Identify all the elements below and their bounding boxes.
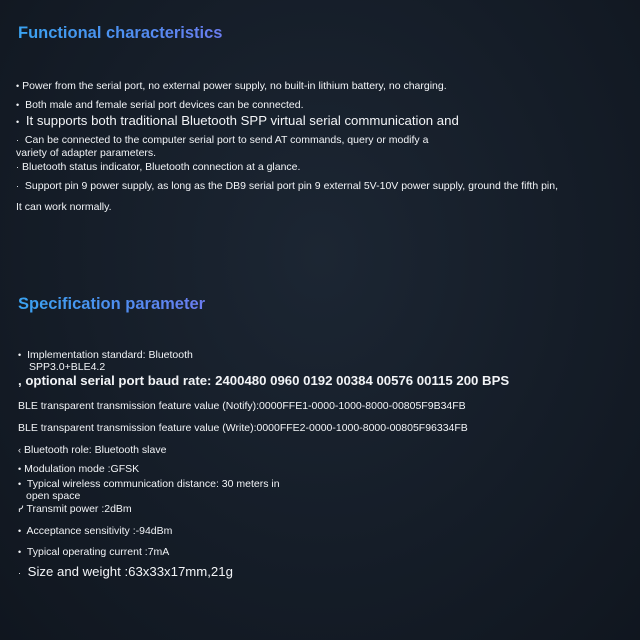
functional-item-1 [16, 80, 447, 92]
bullet-icon: ‹ [18, 445, 21, 455]
spec-item-distance [18, 478, 280, 490]
bullet-icon: • [16, 81, 20, 91]
functional-item-text: Power from the serial port, no external power supply, no built-in lithium battery, no charging. [22, 80, 447, 92]
spec-item-text: Transmit power :2dBm [26, 503, 132, 515]
spec-item-text: Modulation mode :GFSK [24, 463, 140, 475]
spec-item-distance-cont: open space [26, 490, 81, 502]
spec-item-text: Typical wireless communication distance: 30 meters in [26, 478, 280, 490]
functional-item-6 [16, 180, 558, 192]
spec-item-1 [18, 349, 193, 361]
spec-item-text: Bluetooth role: Bluetooth slave [24, 444, 167, 456]
spec-item-write: BLE transparent transmission feature value (Write):0000FFE2-0000-1000-8000-00805F96334FB [18, 422, 468, 434]
functional-item-text: Bluetooth status indicator, Bluetooth connection at a glance. [22, 161, 301, 173]
bullet-icon: • [16, 117, 20, 127]
bullet-icon: · [16, 162, 19, 172]
functional-item-4-cont: variety of adapter parameters. [16, 147, 157, 159]
bullet-icon: • [18, 350, 22, 360]
spec-item-sensitivity [18, 525, 172, 537]
functional-characteristics-heading: Functional characteristics [18, 24, 223, 42]
bullet-icon: • [18, 547, 22, 557]
spec-item-text: Typical operating current :7mA [26, 546, 170, 558]
bullet-icon: · [16, 181, 19, 191]
spec-item-1-cont: SPP3.0+BLE4.2 [29, 361, 106, 373]
spec-item-notify: BLE transparent transmission feature value (Notify):0000FFE1-0000-1000-8000-00805F9B34FB [18, 400, 466, 412]
bullet-icon: · [18, 568, 21, 578]
spec-item-size-weight [18, 566, 233, 579]
functional-item-text: Support pin 9 power supply, as long as the DB9 serial port pin 9 external 5V-10V power supply, ground the fifth pin, [24, 180, 559, 192]
bullet-icon: • [18, 526, 22, 536]
spec-item-text: Acceptance sensitivity :-94dBm [26, 525, 173, 537]
functional-item-5 [16, 161, 300, 173]
spec-item-modulation [18, 463, 139, 475]
spec-item-role [18, 444, 166, 456]
functional-item-text: Can be connected to the computer serial port to send AT commands, query or modify a [24, 134, 429, 146]
spec-item-transmit [18, 503, 132, 515]
functional-item-2 [16, 99, 304, 111]
bullet-icon: • [18, 464, 22, 474]
functional-item-6-cont: It can work normally. [16, 201, 112, 213]
bullet-icon: ᓯ [18, 504, 24, 514]
spec-item-current [18, 546, 169, 558]
bullet-icon: · [16, 135, 19, 145]
specification-parameter-heading: Specification parameter [18, 295, 206, 313]
spec-item-baud-rate: , optional serial port baud rate: 2400480 0960 0192 00384 00576 00115 200 BPS [18, 373, 510, 388]
spec-item-text: Size and weight :63x33x17mm,21g [27, 564, 233, 579]
functional-item-text: It supports both traditional Bluetooth SPP virtual serial communication and [25, 113, 459, 128]
functional-item-3 [16, 115, 459, 128]
spec-item-text: Implementation standard: Bluetooth [27, 349, 193, 361]
bullet-icon: • [16, 100, 20, 110]
bullet-icon: • [18, 479, 22, 489]
functional-item-4 [16, 134, 428, 146]
functional-item-text: Both male and female serial port devices can be connected. [25, 99, 304, 111]
